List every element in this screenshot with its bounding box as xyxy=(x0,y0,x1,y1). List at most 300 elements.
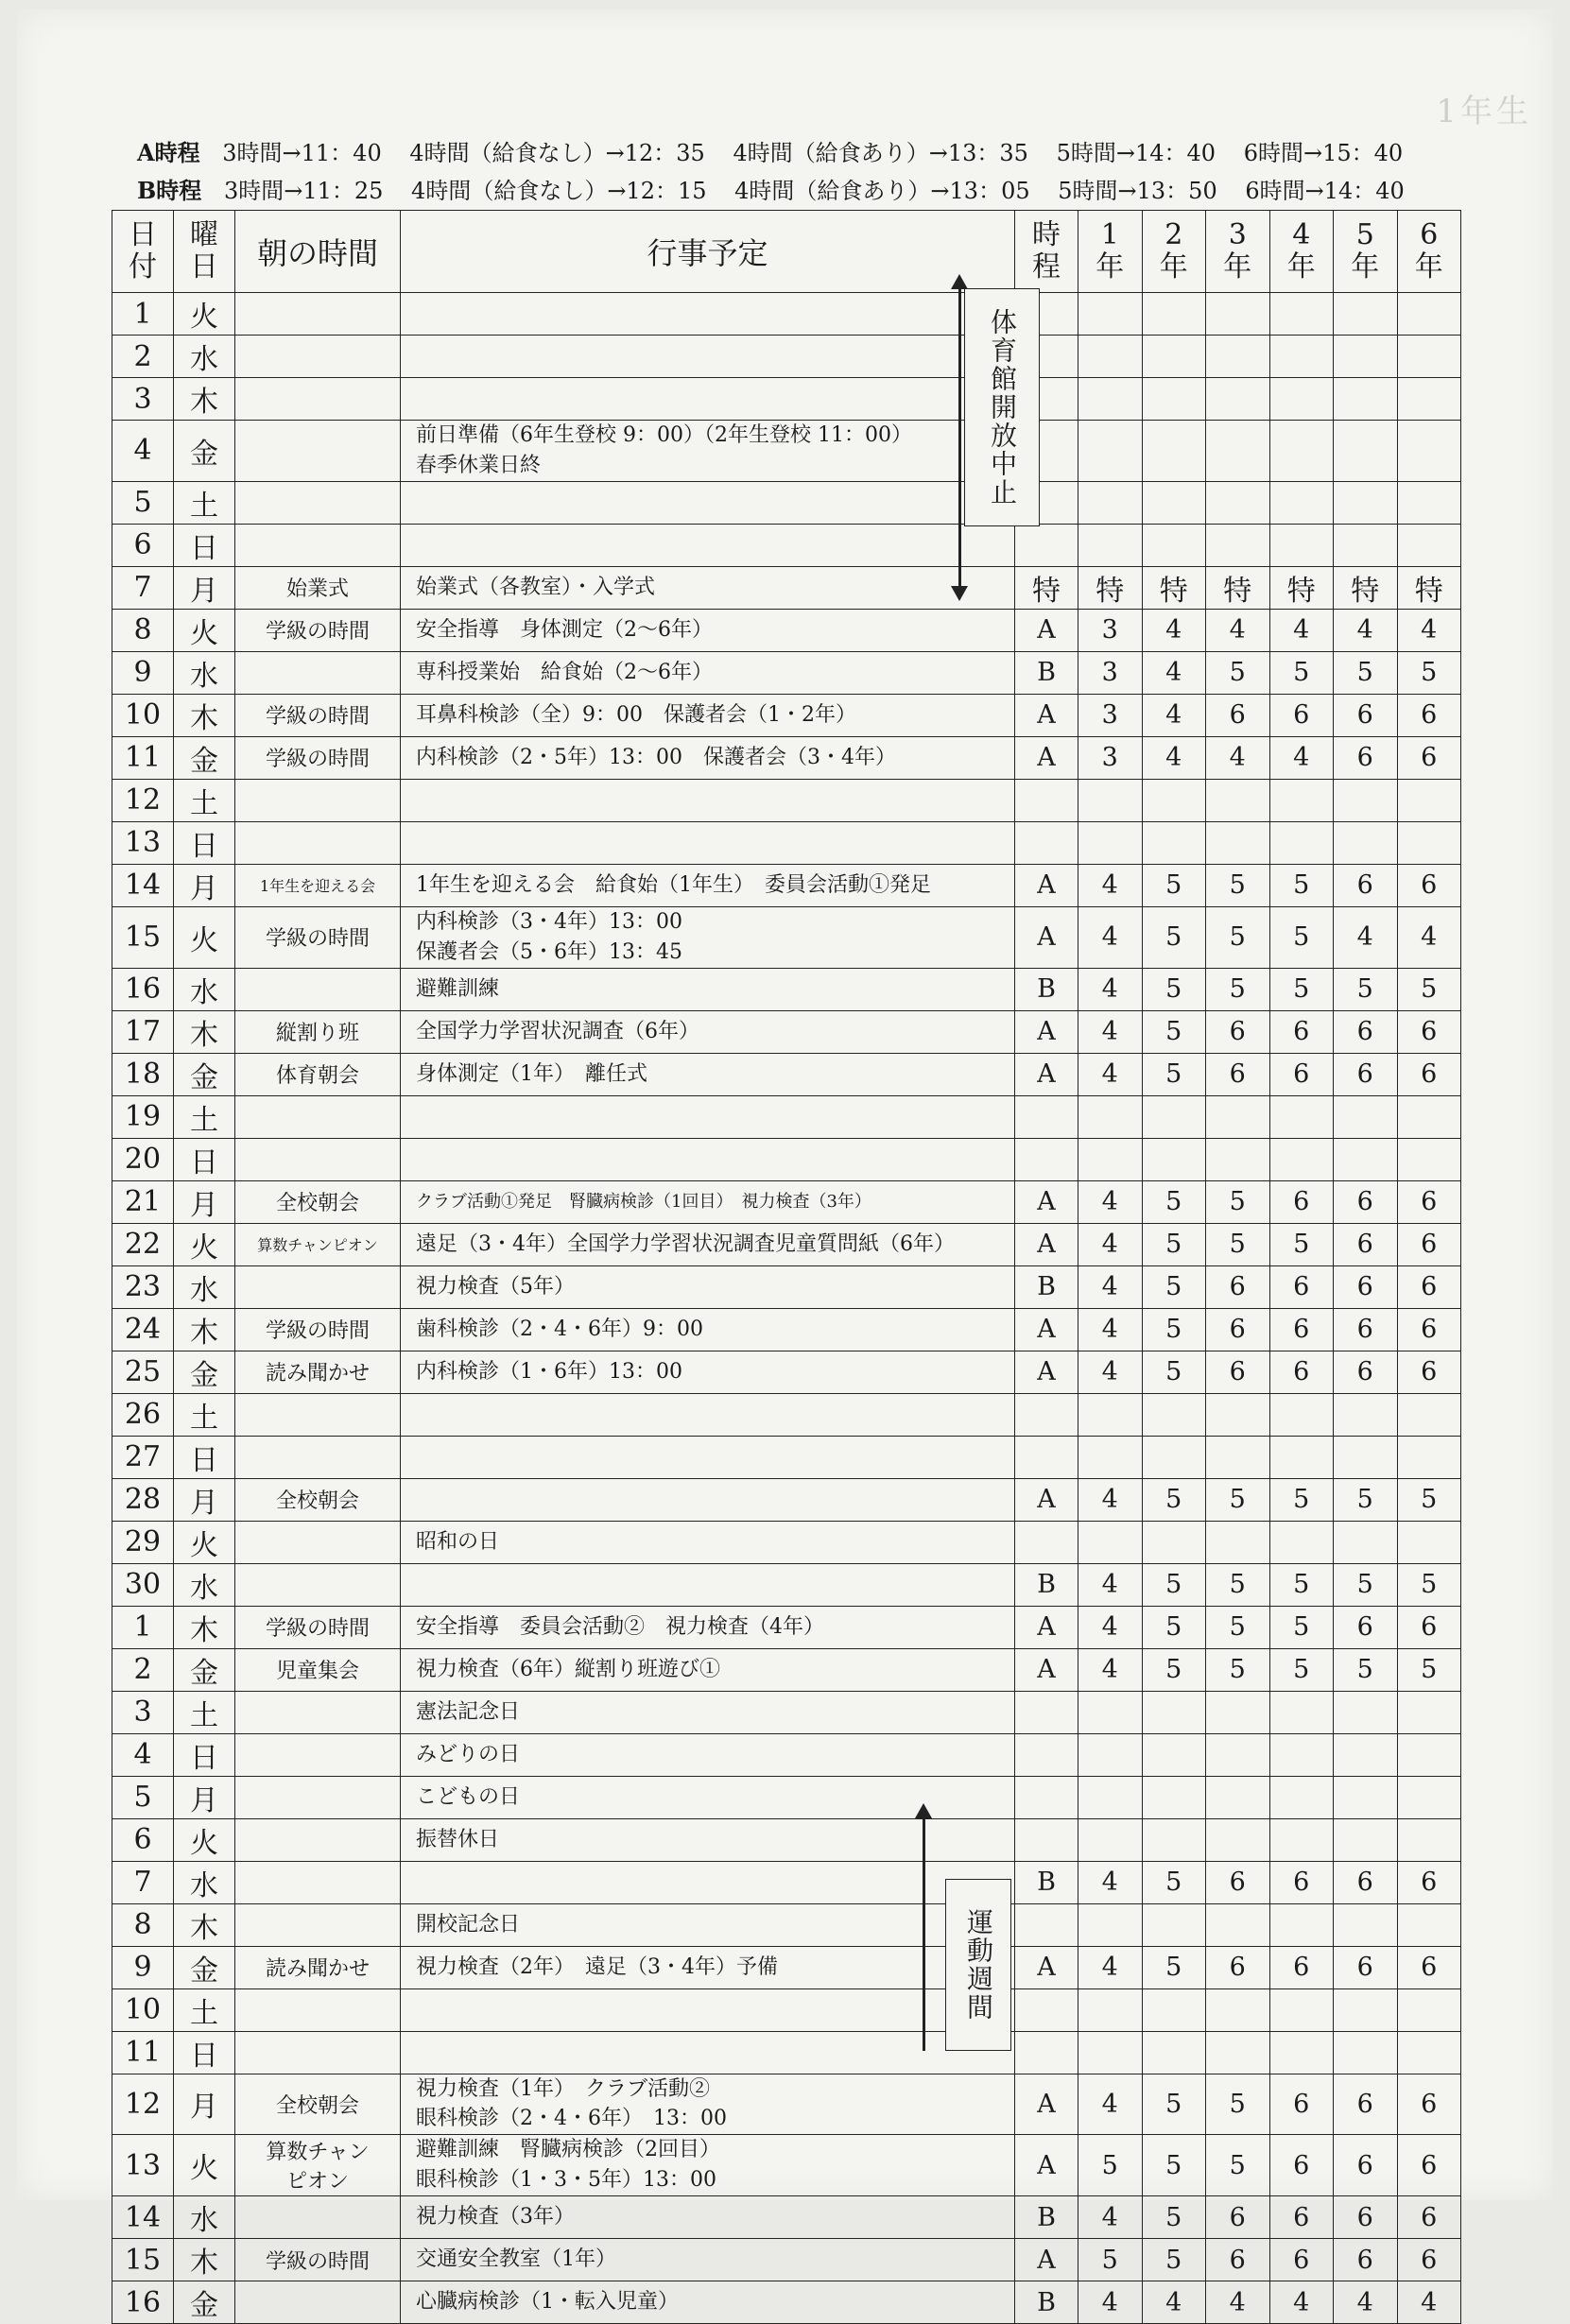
grade-hours-cell: 6 xyxy=(1397,1308,1461,1351)
grade-hours-cell: 6 xyxy=(1334,2196,1398,2239)
weekday-cell: 土 xyxy=(174,779,235,821)
morning-cell: 1年生を迎える会 xyxy=(235,864,401,906)
timetable-cell xyxy=(1015,2031,1078,2074)
events-cell xyxy=(401,293,1015,336)
events-cell xyxy=(401,1563,1015,1606)
timetable-cell: A xyxy=(1015,736,1078,779)
grade-hours-cell: 6 xyxy=(1334,1861,1398,1903)
date-cell: 7 xyxy=(112,1861,174,1903)
grade-hours-cell: 6 xyxy=(1334,694,1398,736)
event-line: 1年生を迎える会 給食始（1年生） 委員会活動①発足 xyxy=(416,872,931,897)
date-cell: 17 xyxy=(112,1010,174,1053)
date-cell: 29 xyxy=(112,1521,174,1563)
grade-hours-cell: 5 xyxy=(1142,2135,1206,2196)
grade-hours-cell: 4 xyxy=(1206,609,1270,651)
events-cell xyxy=(401,1521,1015,1563)
grade-hours-cell xyxy=(1269,481,1334,524)
morning-cell: 全校朝会 xyxy=(235,1478,401,1521)
timetable-cell xyxy=(1015,779,1078,821)
event-line: 安全指導 身体測定（2～6年） xyxy=(416,617,713,642)
grade-hours-cell: 6 xyxy=(1397,2074,1461,2135)
date-cell: 5 xyxy=(112,1776,174,1818)
date-cell: 27 xyxy=(112,1436,174,1478)
calendar-row xyxy=(112,566,1461,609)
event-line: クラブ活動①発足 腎臓病検診（1回目） 視力検査（3年） xyxy=(416,1191,871,1212)
grade-hours-cell: 5 xyxy=(1142,2074,1206,2135)
grade-hours-cell xyxy=(1269,1733,1334,1776)
calendar-row xyxy=(112,1393,1461,1436)
grade-hours-cell xyxy=(1078,779,1143,821)
timetable-cell xyxy=(1015,1393,1078,1436)
grade-hours-cell: 4 xyxy=(1397,2281,1461,2324)
grade-hours-cell: 4 xyxy=(1078,1308,1143,1351)
weekday-cell: 木 xyxy=(174,1903,235,1946)
weekday-cell: 日 xyxy=(174,2031,235,2074)
grade-hours-cell: 5 xyxy=(1142,1478,1206,1521)
date-cell: 22 xyxy=(112,1223,174,1265)
event-line: 春季休業日終 xyxy=(416,453,542,477)
morning-cell xyxy=(235,1095,401,1138)
grade-hours-cell xyxy=(1334,378,1398,421)
calendar-row xyxy=(112,1223,1461,1265)
timetable-cell: A xyxy=(1015,1648,1078,1691)
calendar-row xyxy=(112,1606,1461,1648)
events-cell xyxy=(401,1010,1015,1053)
event-line: 内科検診（1・6年）13：00 xyxy=(416,1359,682,1384)
grade-hours-cell xyxy=(1397,378,1461,421)
grade-hours-cell xyxy=(1334,1733,1398,1776)
weekday-cell: 火 xyxy=(174,1818,235,1861)
grade-hours-cell xyxy=(1142,1733,1206,1776)
date-cell: 6 xyxy=(112,1818,174,1861)
grade-hours-cell: 5 xyxy=(1142,864,1206,906)
morning-cell: 学級の時間 xyxy=(235,609,401,651)
date-cell: 9 xyxy=(112,651,174,694)
weekday-cell: 火 xyxy=(174,1223,235,1265)
timetable-cell xyxy=(1015,1903,1078,1946)
weekday-cell: 月 xyxy=(174,1180,235,1223)
grade-hours-cell xyxy=(1269,1138,1334,1180)
event-line: 視力検査（3年） xyxy=(416,2205,575,2229)
events-cell xyxy=(401,1223,1015,1265)
grade-hours-cell: 4 xyxy=(1397,906,1461,968)
grade-hours-cell xyxy=(1397,1988,1461,2031)
grade-hours-cell: 4 xyxy=(1078,1053,1143,1095)
grade-hours-cell xyxy=(1269,779,1334,821)
grade-hours-cell: 3 xyxy=(1078,736,1143,779)
arrow-up-icon xyxy=(951,274,968,289)
timetable-cell: A xyxy=(1015,1478,1078,1521)
events-cell xyxy=(401,1053,1015,1095)
grade-hours-cell xyxy=(1334,1095,1398,1138)
date-cell: 13 xyxy=(112,2135,174,2196)
grade-hours-cell: 4 xyxy=(1078,1478,1143,1521)
calendar-row xyxy=(112,609,1461,651)
morning-cell xyxy=(235,1138,401,1180)
schedule-item: 4時間（給食あり）→13：35 xyxy=(733,140,1028,166)
grade-hours-cell: 4 xyxy=(1078,864,1143,906)
grade-hours-cell xyxy=(1397,1776,1461,1818)
grade-hours-cell: 4 xyxy=(1397,609,1461,651)
grade-hours-cell xyxy=(1397,1138,1461,1180)
grade-hours-cell xyxy=(1142,421,1206,482)
event-line: 視力検査（5年） xyxy=(416,1274,575,1299)
events-cell xyxy=(401,2281,1015,2324)
weekday-cell: 日 xyxy=(174,524,235,566)
grade-hours-cell xyxy=(1142,1393,1206,1436)
grade-hours-cell xyxy=(1078,1521,1143,1563)
grade-hours-cell xyxy=(1078,524,1143,566)
grade-hours-cell: 特 xyxy=(1206,566,1270,609)
grade-hours-cell: 6 xyxy=(1269,1265,1334,1308)
events-cell xyxy=(401,2196,1015,2239)
grade-hours-cell: 6 xyxy=(1397,2239,1461,2281)
events-cell xyxy=(401,566,1015,609)
weekday-cell: 水 xyxy=(174,1265,235,1308)
morning-cell: 学級の時間 xyxy=(235,1308,401,1351)
grade-hours-cell: 5 xyxy=(1397,1563,1461,1606)
grade-hours-cell: 6 xyxy=(1269,1351,1334,1393)
calendar-row xyxy=(112,1691,1461,1733)
timetable-cell: 特 xyxy=(1015,566,1078,609)
grade-hours-cell: 4 xyxy=(1078,1648,1143,1691)
grade-hours-cell xyxy=(1397,1818,1461,1861)
grade-hours-cell: 6 xyxy=(1334,1308,1398,1351)
event-line: 内科検診（2・5年）13：00 保護者会（3・4年） xyxy=(416,745,896,769)
grade-hours-cell: 特 xyxy=(1078,566,1143,609)
grade-hours-cell xyxy=(1334,1903,1398,1946)
grade-hours-cell: 6 xyxy=(1397,864,1461,906)
timetable-cell: B xyxy=(1015,2196,1078,2239)
morning-cell: 縦割り班 xyxy=(235,1010,401,1053)
weekday-cell: 土 xyxy=(174,481,235,524)
timetable-cell: A xyxy=(1015,2135,1078,2196)
grade-hours-cell: 4 xyxy=(1078,1563,1143,1606)
calendar-row xyxy=(112,1053,1461,1095)
weekday-cell: 月 xyxy=(174,1478,235,1521)
events-cell xyxy=(401,1265,1015,1308)
weekday-cell: 金 xyxy=(174,1946,235,1988)
morning-cell xyxy=(235,378,401,421)
timetable-cell: A xyxy=(1015,1180,1078,1223)
grade-hours-cell: 6 xyxy=(1269,1010,1334,1053)
calendar-row xyxy=(112,1818,1461,1861)
grade-hours-cell: 4 xyxy=(1142,694,1206,736)
events-cell xyxy=(401,1648,1015,1691)
event-line: 専科授業始 給食始（2～6年） xyxy=(416,660,713,684)
date-cell: 6 xyxy=(112,524,174,566)
grade-hours-cell xyxy=(1142,378,1206,421)
event-line: 視力検査（1年） クラブ活動② xyxy=(416,2076,710,2101)
morning-cell xyxy=(235,779,401,821)
grade-hours-cell xyxy=(1269,1436,1334,1478)
grade-hours-cell: 6 xyxy=(1397,1180,1461,1223)
date-cell: 16 xyxy=(112,968,174,1010)
event-line: 心臓病検診（1・転入児童） xyxy=(416,2290,679,2315)
grade-hours-cell xyxy=(1334,1521,1398,1563)
grade-hours-cell xyxy=(1334,336,1398,378)
grade-hours-cell: 6 xyxy=(1206,1351,1270,1393)
grade-hours-cell xyxy=(1269,378,1334,421)
events-cell xyxy=(401,1436,1015,1478)
calendar-row xyxy=(112,906,1461,968)
date-cell: 10 xyxy=(112,694,174,736)
grade-hours-cell: 特 xyxy=(1142,566,1206,609)
grade-hours-cell xyxy=(1269,1393,1334,1436)
weekday-cell: 水 xyxy=(174,651,235,694)
events-cell xyxy=(401,1733,1015,1776)
morning-cell xyxy=(235,336,401,378)
morning-cell: 学級の時間 xyxy=(235,736,401,779)
calendar-row xyxy=(112,1563,1461,1606)
timetable-cell: B xyxy=(1015,1563,1078,1606)
weekday-cell: 月 xyxy=(174,864,235,906)
event-line: 眼科検診（2・4・6年） 13：00 xyxy=(416,2107,727,2131)
events-cell xyxy=(401,1393,1015,1436)
timetable-cell: A xyxy=(1015,1351,1078,1393)
morning-cell xyxy=(235,2196,401,2239)
date-cell: 25 xyxy=(112,1351,174,1393)
event-line: 前日準備（6年生登校 9：00）（2年生登校 11：00） xyxy=(416,423,912,447)
grade-hours-cell: 5 xyxy=(1142,1563,1206,1606)
grade-hours-cell xyxy=(1142,2031,1206,2074)
schedule-item: 6時間→15：40 xyxy=(1243,140,1404,166)
morning-cell xyxy=(235,968,401,1010)
grade-hours-cell: 5 xyxy=(1269,906,1334,968)
date-cell: 2 xyxy=(112,336,174,378)
date-cell: 13 xyxy=(112,821,174,864)
grade-hours-cell: 5 xyxy=(1269,968,1334,1010)
weekday-cell: 金 xyxy=(174,1648,235,1691)
calendar-row xyxy=(112,1351,1461,1393)
grade-hours-cell xyxy=(1269,336,1334,378)
grade-hours-cell: 5 xyxy=(1142,1648,1206,1691)
grade-hours-cell: 6 xyxy=(1334,736,1398,779)
timetable-cell: A xyxy=(1015,694,1078,736)
grade-hours-cell xyxy=(1397,293,1461,336)
morning-line: ピオン xyxy=(285,2170,349,2195)
event-line: 眼科検診（1・3・5年）13：00 xyxy=(416,2168,716,2193)
grade-hours-cell: 特 xyxy=(1269,566,1334,609)
timetable-cell: A xyxy=(1015,2074,1078,2135)
calendar-row xyxy=(112,651,1461,694)
grade-hours-cell: 6 xyxy=(1334,1223,1398,1265)
weekday-cell: 木 xyxy=(174,2239,235,2281)
grade-hours-cell xyxy=(1397,1903,1461,1946)
grade-hours-cell: 5 xyxy=(1142,1180,1206,1223)
morning-cell xyxy=(235,524,401,566)
event-line: みどりの日 xyxy=(416,1742,521,1766)
header-grade-2: 2 年 xyxy=(1142,211,1206,293)
header-weekday: 曜 日 xyxy=(174,211,235,293)
weekday-cell: 木 xyxy=(174,1606,235,1648)
grade-hours-cell: 6 xyxy=(1334,2074,1398,2135)
date-cell: 7 xyxy=(112,566,174,609)
grade-hours-cell: 5 xyxy=(1269,1606,1334,1648)
grade-hours-cell xyxy=(1334,779,1398,821)
morning-cell xyxy=(235,293,401,336)
grade-hours-cell: 5 xyxy=(1206,1223,1270,1265)
date-cell: 18 xyxy=(112,1053,174,1095)
grade-hours-cell xyxy=(1206,336,1270,378)
date-cell: 10 xyxy=(112,1988,174,2031)
grade-hours-cell: 5 xyxy=(1142,1946,1206,1988)
grade-hours-cell xyxy=(1334,524,1398,566)
arrow-down-icon xyxy=(951,586,968,601)
date-cell: 4 xyxy=(112,421,174,482)
grade-hours-cell xyxy=(1334,293,1398,336)
morning-cell: 始業式 xyxy=(235,566,401,609)
grade-hours-cell xyxy=(1078,2031,1143,2074)
grade-hours-cell xyxy=(1142,1691,1206,1733)
morning-cell: 体育朝会 xyxy=(235,1053,401,1095)
grade-hours-cell: 6 xyxy=(1269,1053,1334,1095)
grade-hours-cell xyxy=(1206,1818,1270,1861)
grade-hours-cell: 4 xyxy=(1334,609,1398,651)
grade-hours-cell: 5 xyxy=(1142,1010,1206,1053)
events-cell xyxy=(401,2239,1015,2281)
grade-hours-cell: 6 xyxy=(1206,1265,1270,1308)
timetable-cell xyxy=(1015,1691,1078,1733)
event-line: 遠足（3・4年）全国学力学習状況調査児童質問紙（6年） xyxy=(416,1231,955,1256)
weekday-cell: 金 xyxy=(174,1351,235,1393)
header-morning: 朝の時間 xyxy=(235,211,401,293)
grade-hours-cell xyxy=(1397,2031,1461,2074)
date-cell: 14 xyxy=(112,2196,174,2239)
header-grade-6: 6 年 xyxy=(1397,211,1461,293)
grade-hours-cell: 5 xyxy=(1142,906,1206,968)
morning-cell xyxy=(235,1861,401,1903)
grade-hours-cell: 6 xyxy=(1334,1180,1398,1223)
morning-cell: 読み聞かせ xyxy=(235,1351,401,1393)
morning-cell xyxy=(235,1903,401,1946)
grade-hours-cell xyxy=(1334,2031,1398,2074)
events-cell xyxy=(401,651,1015,694)
grade-hours-cell: 5 xyxy=(1269,1223,1334,1265)
grade-hours-cell: 5 xyxy=(1142,1053,1206,1095)
weekday-cell: 日 xyxy=(174,1733,235,1776)
grade-hours-cell: 4 xyxy=(1206,2281,1270,2324)
grade-hours-cell: 5 xyxy=(1269,864,1334,906)
weekday-cell: 水 xyxy=(174,2196,235,2239)
grade-hours-cell: 4 xyxy=(1206,736,1270,779)
calendar-row xyxy=(112,2239,1461,2281)
grade-hours-cell: 5 xyxy=(1142,1861,1206,1903)
grade-hours-cell: 5 xyxy=(1142,2239,1206,2281)
morning-cell xyxy=(235,421,401,482)
date-cell: 14 xyxy=(112,864,174,906)
calendar-row xyxy=(112,1903,1461,1946)
calendar-row xyxy=(112,736,1461,779)
morning-cell xyxy=(235,1521,401,1563)
grade-hours-cell xyxy=(1334,421,1398,482)
grade-hours-cell xyxy=(1142,779,1206,821)
timetable-cell: A xyxy=(1015,906,1078,968)
schedule-item: 4時間（給食なし）→12：15 xyxy=(411,178,707,204)
grade-hours-cell xyxy=(1206,481,1270,524)
grade-hours-cell xyxy=(1397,1691,1461,1733)
timetable-cell xyxy=(1015,1138,1078,1180)
timetable-cell: A xyxy=(1015,1053,1078,1095)
grade-hours-cell: 5 xyxy=(1269,1478,1334,1521)
grade-hours-cell xyxy=(1142,1436,1206,1478)
calendar-row xyxy=(112,1308,1461,1351)
schedule-item: 5時間→13：50 xyxy=(1058,178,1217,204)
morning-cell xyxy=(235,1818,401,1861)
header-grade-5: 5 年 xyxy=(1334,211,1398,293)
timetable-cell xyxy=(1015,1733,1078,1776)
grade-hours-cell xyxy=(1206,1138,1270,1180)
events-cell xyxy=(401,2135,1015,2196)
date-cell: 1 xyxy=(112,293,174,336)
grade-hours-cell: 5 xyxy=(1334,1478,1398,1521)
events-cell xyxy=(401,524,1015,566)
grade-hours-cell: 6 xyxy=(1206,1946,1270,1988)
morning-cell xyxy=(235,1776,401,1818)
morning-cell: 学級の時間 xyxy=(235,694,401,736)
timetable-cell: B xyxy=(1015,651,1078,694)
morning-cell: 学級の時間 xyxy=(235,906,401,968)
grade-hours-cell: 6 xyxy=(1206,1053,1270,1095)
grade-hours-cell xyxy=(1397,821,1461,864)
calendar-row xyxy=(112,779,1461,821)
grade-hours-cell xyxy=(1269,421,1334,482)
grade-hours-cell xyxy=(1206,1393,1270,1436)
grade-hours-cell xyxy=(1206,524,1270,566)
date-cell: 3 xyxy=(112,378,174,421)
grade-hours-cell: 5 xyxy=(1206,2074,1270,2135)
grade-hours-cell: 4 xyxy=(1269,736,1334,779)
calendar-row xyxy=(112,864,1461,906)
grade-hours-cell: 4 xyxy=(1078,1946,1143,1988)
grade-hours-cell xyxy=(1142,1138,1206,1180)
timetable-cell xyxy=(1015,1988,1078,2031)
grade-hours-cell xyxy=(1397,1393,1461,1436)
timetable-cell: A xyxy=(1015,1010,1078,1053)
grade-hours-cell xyxy=(1269,1776,1334,1818)
event-line: 耳鼻科検診（全）9：00 保護者会（1・2年） xyxy=(416,702,856,727)
calendar-row xyxy=(112,421,1461,482)
morning-cell xyxy=(235,1563,401,1606)
event-line: 憲法記念日 xyxy=(416,1699,521,1724)
grade-hours-cell: 5 xyxy=(1142,2196,1206,2239)
grade-hours-cell: 5 xyxy=(1078,2239,1143,2281)
grade-hours-cell xyxy=(1397,481,1461,524)
grade-hours-cell xyxy=(1142,1903,1206,1946)
date-cell: 15 xyxy=(112,2239,174,2281)
grade-hours-cell xyxy=(1206,1095,1270,1138)
events-cell xyxy=(401,1691,1015,1733)
grade-hours-cell: 6 xyxy=(1397,694,1461,736)
grade-hours-cell: 4 xyxy=(1078,1223,1143,1265)
schedule-item: 4時間（給食なし）→12：35 xyxy=(409,140,705,166)
grade-hours-cell xyxy=(1269,1691,1334,1733)
grade-hours-cell: 6 xyxy=(1397,1861,1461,1903)
grade-hours-cell: 6 xyxy=(1269,2135,1334,2196)
weekday-cell: 月 xyxy=(174,1776,235,1818)
weekday-cell: 水 xyxy=(174,1563,235,1606)
events-cell xyxy=(401,736,1015,779)
grade-hours-cell xyxy=(1269,524,1334,566)
grade-hours-cell: 6 xyxy=(1334,2239,1398,2281)
grade-hours-cell xyxy=(1269,821,1334,864)
weekday-cell: 月 xyxy=(174,566,235,609)
grade-hours-cell: 3 xyxy=(1078,651,1143,694)
morning-cell xyxy=(235,1733,401,1776)
event-line: 開校記念日 xyxy=(416,1912,521,1937)
event-line: 内科検診（3・4年）13：00 xyxy=(416,909,682,934)
events-cell xyxy=(401,481,1015,524)
